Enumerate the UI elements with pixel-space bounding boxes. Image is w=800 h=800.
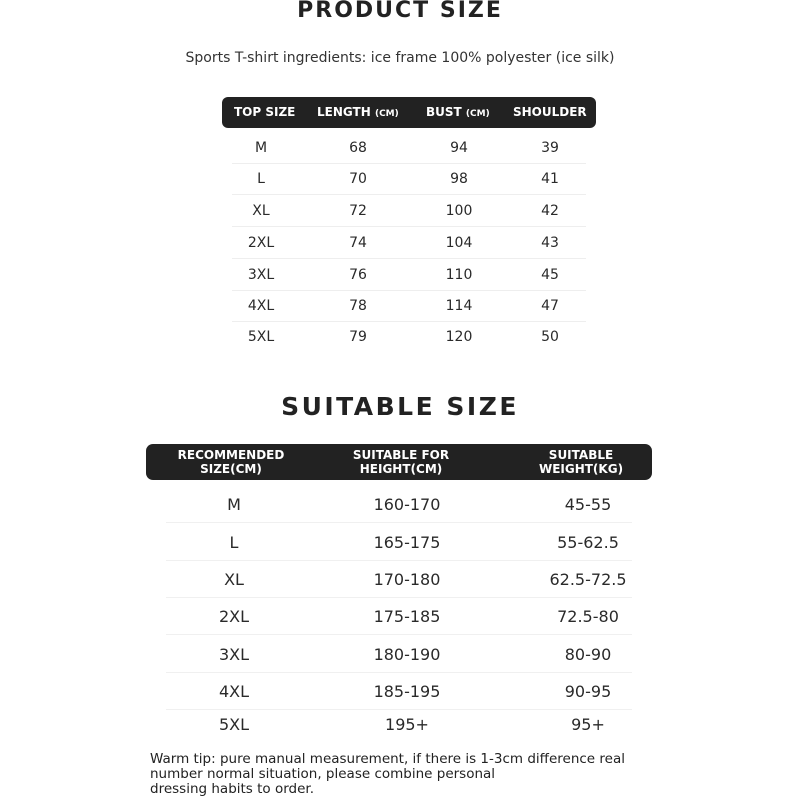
- cell-size: 4XL: [247, 298, 275, 314]
- cell-height: 180-190: [373, 645, 441, 664]
- cell-bust: 98: [450, 171, 468, 187]
- header-suitable-weight: [526, 448, 636, 476]
- table-row: [146, 636, 652, 673]
- cell-height: 170-180: [373, 570, 441, 589]
- cell-weight: 80-90: [564, 645, 612, 664]
- table-row: [222, 291, 596, 322]
- cell-size: 2XL: [218, 607, 250, 626]
- cell-size: L: [229, 533, 239, 552]
- header-recommended-size: [160, 448, 302, 476]
- warm-tip-line2: number normal situation, please combine personal: [150, 766, 496, 782]
- cell-length: 72: [349, 203, 367, 219]
- table-row: [222, 322, 596, 353]
- cell-size: L: [257, 171, 265, 187]
- table-row: [146, 524, 652, 561]
- header-bust-unit: (CM): [465, 109, 490, 119]
- table-row: [146, 706, 652, 743]
- header-height-line2: HEIGHT(CM): [359, 462, 443, 476]
- warm-tip-line1: Warm tip: pure manual measurement, if there is 1-3cm difference real: [150, 751, 625, 767]
- cell-bust: 110: [445, 267, 473, 283]
- cell-shoulder: 39: [541, 140, 559, 156]
- suitable-size-title: SUITABLE SIZE: [281, 392, 519, 421]
- cell-bust: 100: [445, 203, 473, 219]
- cell-shoulder: 42: [541, 203, 559, 219]
- suitable-size-table-header: [146, 444, 652, 480]
- cell-weight: 95+: [571, 715, 605, 734]
- cell-shoulder: 45: [541, 267, 559, 283]
- header-suitable-height: [341, 448, 461, 476]
- cell-size: 5XL: [247, 329, 275, 345]
- cell-size: M: [227, 495, 241, 514]
- header-height-line1: SUITABLE FOR: [352, 448, 450, 462]
- table-row: [146, 486, 652, 523]
- cell-shoulder: 43: [541, 235, 559, 251]
- cell-bust: 104: [445, 235, 473, 251]
- product-size-table-header: [222, 97, 596, 128]
- cell-height: 165-175: [373, 533, 441, 552]
- header-recommended-line1: RECOMMENDED: [177, 448, 285, 462]
- cell-length: 68: [349, 140, 367, 156]
- cell-size: 2XL: [247, 235, 275, 251]
- cell-length: 78: [349, 298, 367, 314]
- cell-weight: 90-95: [564, 682, 612, 701]
- row-divider: [232, 226, 586, 227]
- cell-bust: 94: [450, 140, 468, 156]
- cell-length: 74: [349, 235, 367, 251]
- cell-height: 175-185: [373, 607, 441, 626]
- header-length-unit: (CM): [374, 109, 399, 119]
- cell-size: 4XL: [218, 682, 250, 701]
- table-row: [146, 561, 652, 598]
- header-recommended-line2: SIZE(CM): [200, 462, 262, 476]
- cell-weight: 72.5-80: [557, 607, 619, 626]
- cell-size: XL: [224, 570, 244, 589]
- table-row: [222, 260, 596, 291]
- header-length: [317, 97, 399, 128]
- header-weight-line2: WEIGHT(KG): [538, 462, 624, 476]
- header-top-size: TOP SIZE: [234, 105, 296, 119]
- row-divider: [232, 194, 586, 195]
- cell-length: 79: [349, 329, 367, 345]
- table-row: [222, 196, 596, 227]
- header-bust: [426, 97, 490, 128]
- cell-shoulder: 41: [541, 171, 559, 187]
- cell-shoulder: 47: [541, 298, 559, 314]
- row-divider: [166, 634, 632, 635]
- cell-size: 3XL: [247, 267, 275, 283]
- row-divider: [232, 258, 586, 259]
- cell-size: 5XL: [218, 715, 250, 734]
- cell-weight: 62.5-72.5: [549, 570, 627, 589]
- cell-bust: 120: [445, 329, 473, 345]
- cell-bust: 114: [445, 298, 473, 314]
- cell-length: 70: [349, 171, 367, 187]
- warm-tip-line3: dressing habits to order.: [150, 781, 315, 797]
- cell-weight: 55-62.5: [557, 533, 619, 552]
- warm-tip-note: [150, 752, 670, 797]
- product-size-title: PRODUCT SIZE: [297, 0, 503, 23]
- cell-size: XL: [252, 203, 270, 219]
- table-row: [222, 228, 596, 259]
- table-row: [222, 133, 596, 164]
- header-length-label: LENGTH: [317, 105, 371, 119]
- cell-shoulder: 50: [541, 329, 559, 345]
- product-ingredients-subtitle: Sports T-shirt ingredients: ice frame 100% polyester (ice silk): [185, 50, 615, 66]
- header-shoulder: SHOULDER: [513, 105, 587, 119]
- header-weight-line1: SUITABLE: [548, 448, 614, 462]
- cell-size: M: [254, 140, 268, 156]
- table-row: [146, 598, 652, 635]
- table-row: [222, 164, 596, 195]
- header-bust-label: BUST: [426, 105, 462, 119]
- cell-height: 185-195: [373, 682, 441, 701]
- cell-height: 160-170: [373, 495, 441, 514]
- row-divider: [166, 522, 632, 523]
- cell-size: 3XL: [218, 645, 250, 664]
- table-row: [146, 673, 652, 710]
- cell-length: 76: [349, 267, 367, 283]
- cell-weight: 45-55: [564, 495, 612, 514]
- cell-height: 195+: [385, 715, 429, 734]
